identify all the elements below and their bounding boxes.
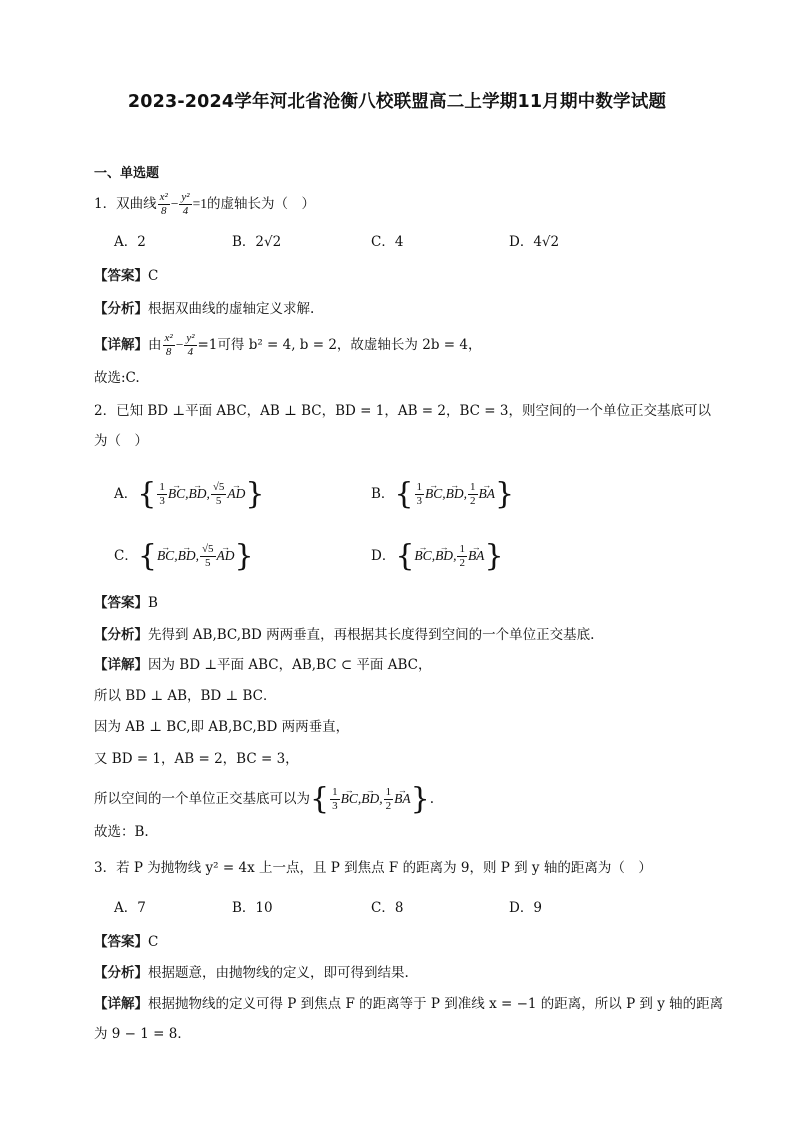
q2-stem-line2: 为（ ） — [94, 433, 148, 449]
q2-conclusion: 故选：B. — [94, 824, 149, 840]
q2-detail-4: 又 BD = 1，AB = 2，BC = 3， — [94, 751, 299, 767]
q1-prefix: 1．双曲线 — [94, 196, 157, 212]
q1-option-a: A．2 — [114, 234, 146, 250]
page-title: 2023-2024学年河北省沧衡八校联盟高二上学期11月期中数学试题 — [127, 92, 667, 112]
q2-option-b: B．{ $\frac{1}{3}$ → BC,→ BD, $\frac{1}{2}$ → BA} — [371, 481, 514, 508]
q3-detail-1: 【详解】根据抛物线的定义可得 P 到焦点 F 的距离等于 P 到准线 x = −1 的距离，所以 P 到 y 轴的距离 — [94, 996, 724, 1012]
q3-option-b: B．10 — [232, 900, 273, 916]
q1-option-c: C．4 — [371, 234, 404, 250]
q2-option-d: D．{→ BC,→ BD, $\frac{1}{2}$ → BA} — [371, 543, 504, 570]
q3-option-a: A．7 — [114, 900, 146, 916]
q2-detail-3: 因为 AB ⊥ BC,即 AB,BC,BD 两两垂直， — [94, 719, 350, 735]
q2-answer: 【答案】B — [94, 595, 158, 611]
q2-option-c: C．{→ BC,→ BD, $\frac{√5}{5}$ → AD} — [114, 543, 254, 570]
q3-analysis: 【分析】根据题意，由抛物线的定义，即可得到结果. — [94, 965, 409, 981]
q2-detail-2: 所以 BD ⊥ AB，BD ⊥ BC． — [94, 688, 277, 704]
q2-detail-5: 所以空间的一个单位正交基底可以为{ $\frac{1}{3}$ → BC,→ BD, $\frac{1}{2}$ → BA}. — [94, 786, 434, 813]
q1-frac1: $\frac{\text{x²}}{8}$ — [159, 191, 168, 217]
section-heading: 一、单选题 — [94, 166, 160, 181]
q3-option-d: D．9 — [509, 900, 542, 916]
q1-answer: 【答案】C — [94, 268, 159, 284]
q1-conclusion: 故选:C. — [94, 370, 140, 386]
q3-stem: 3．若 P 为抛物线 y² = 4x 上一点，且 P 到焦点 F 的距离为 9，则 P 到 y 轴的距离为（ ） — [94, 860, 652, 876]
q2-option-a: A．{ $\frac{1}{3}$ → BC,→ BD, $\frac{√5}{5}$ → AD} — [114, 481, 265, 508]
q1-detail: 【详解】由 $\frac{\text{x²}}{8}$ − $\frac{\text{y²}}{4}$ =1可得 b² = 4, b = 2，故虚轴长为 2b = 4， — [94, 332, 482, 358]
q1-frac2: $\frac{\text{y²}}{4}$ — [181, 191, 190, 217]
q2-stem-line1: 2．已知 BD ⊥平面 ABC，AB ⊥ BC，BD = 1，AB = 2，BC = 3，则空间的一个单位正交基底可以 — [94, 403, 711, 419]
q2-detail-1: 【详解】因为 BD ⊥平面 ABC，AB,BC ⊂ 平面 ABC， — [94, 657, 432, 673]
q3-answer: 【答案】C — [94, 934, 159, 950]
q1-stem: 1．双曲线 $\frac{\text{x²}}{8}$ − $\frac{\text{y²}}{4}$ =1的虚轴长为（ ） — [94, 191, 315, 217]
q2-analysis: 【分析】先得到 AB,BC,BD 两两垂直，再根据其长度得到空间的一个单位正交基底. — [94, 627, 595, 643]
q1-suffix: 的虚轴长为（ ） — [206, 196, 315, 212]
q3-detail-2: 为 9 − 1 = 8． — [94, 1026, 191, 1042]
q1-analysis: 【分析】根据双曲线的虚轴定义求解. — [94, 301, 315, 317]
q1-option-b: B．2√2 — [232, 234, 282, 250]
q1-option-d: D．4√2 — [509, 234, 560, 250]
q3-option-c: C．8 — [371, 900, 404, 916]
